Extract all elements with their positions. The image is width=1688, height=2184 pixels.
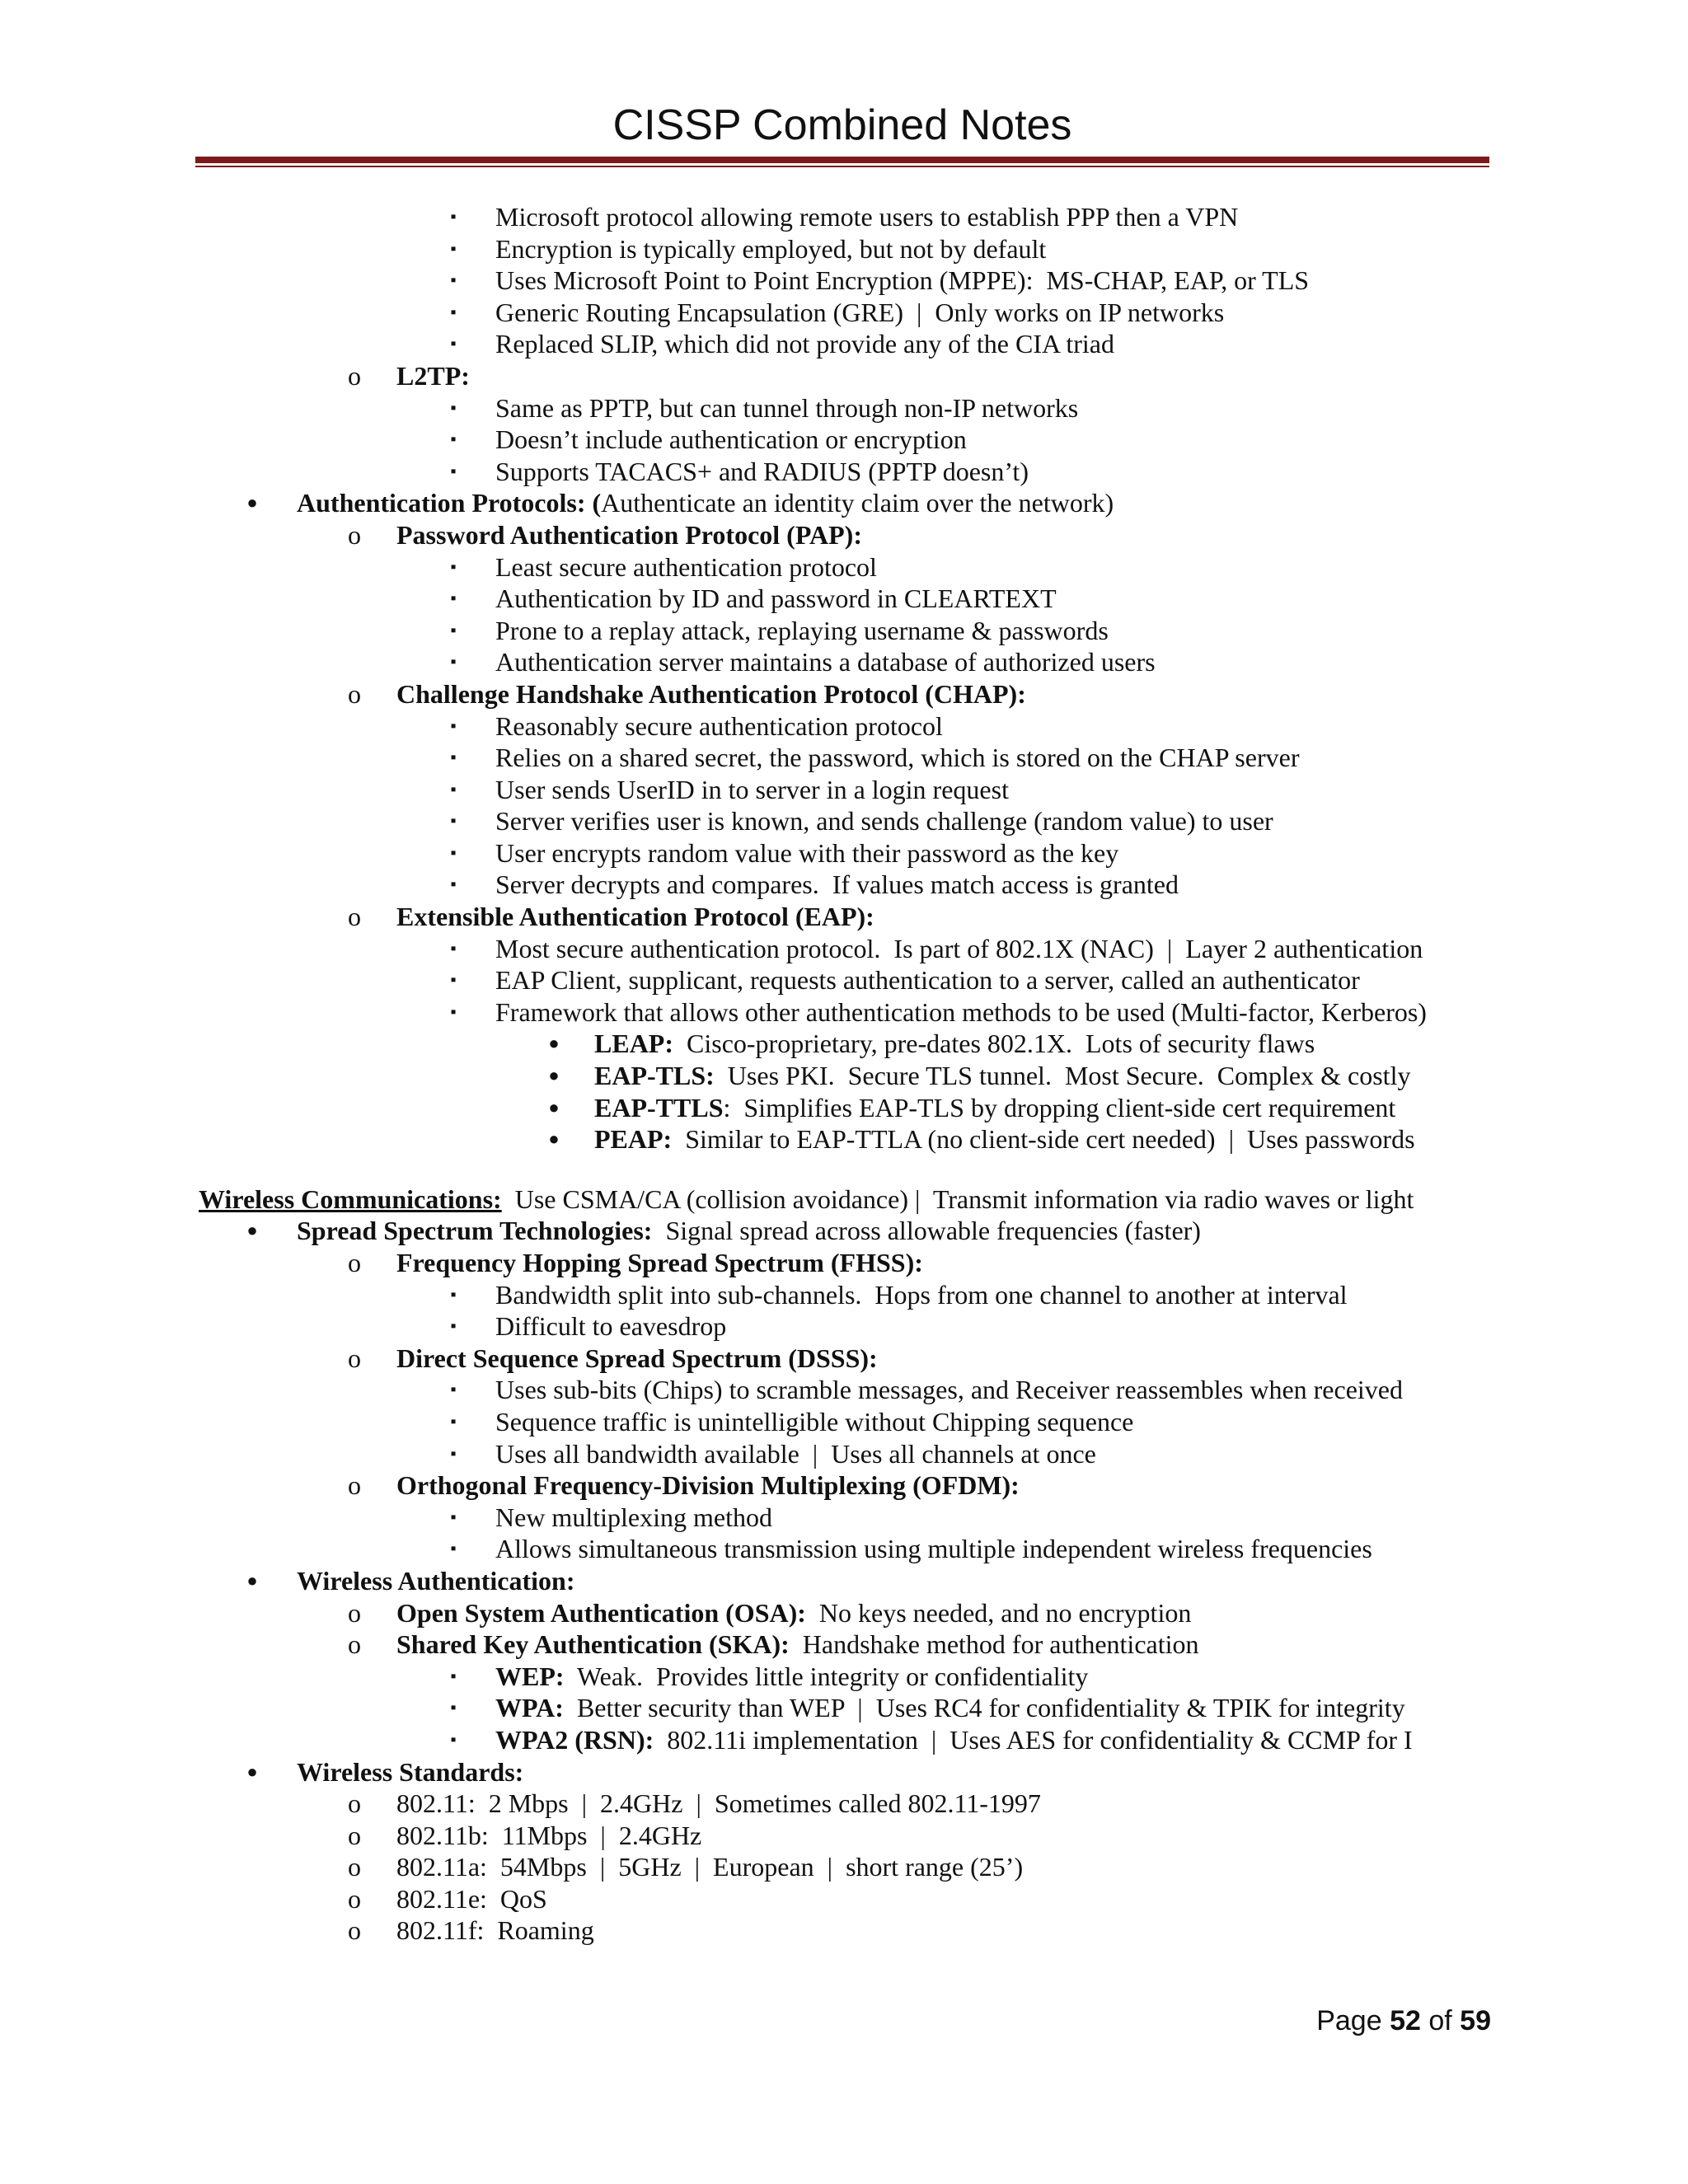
list-item: [0, 1092, 1688, 1124]
term-label: WPA:: [495, 1693, 564, 1723]
square-bullet-icon: ▪: [450, 302, 457, 321]
section-heading: [0, 1183, 1688, 1216]
disc-bullet-icon: ●: [246, 1569, 258, 1591]
term-label: Orthogonal Frequency-Division Multiplexing (OFDM):: [396, 1470, 1020, 1501]
list-item: [0, 1123, 1688, 1155]
square-bullet-icon: ▪: [450, 271, 457, 290]
term-label: Shared Key Authentication (SKA):: [396, 1629, 790, 1660]
list-item: [0, 837, 1688, 869]
list-item: [0, 1724, 1688, 1756]
disc-bullet-icon: ●: [548, 1065, 560, 1086]
section-gap: [0, 1155, 1688, 1183]
item-text: User sends UserID in to server in a login request: [495, 774, 1009, 804]
item-text: Cisco-proprietary, pre-dates 802.1X. Lots of security flaws: [673, 1029, 1315, 1059]
page-label: Page: [1316, 2005, 1382, 2036]
circle-bullet-icon: o: [348, 1788, 361, 1819]
circle-bullet-icon: o: [348, 519, 361, 550]
list-item: [0, 1469, 1688, 1502]
item-text: Framework that allows other authentication methods to be used (Multi-factor, Kerberos): [495, 996, 1427, 1027]
square-bullet-icon: ▪: [450, 430, 457, 449]
circle-bullet-icon: o: [348, 1820, 361, 1850]
item-text: 802.11b: 11Mbps | 2.4GHz: [396, 1820, 702, 1850]
disc-bullet-icon: ●: [548, 1033, 560, 1054]
list-item: [0, 456, 1688, 488]
circle-bullet-icon: o: [348, 1629, 361, 1660]
square-bullet-icon: ▪: [450, 1317, 457, 1336]
item-text: Reasonably secure authentication protocol: [495, 710, 943, 741]
item-text: Use CSMA/CA (collision avoidance) | Transmit information via radio waves or light: [501, 1183, 1414, 1214]
item-text: No keys needed, and no encryption: [805, 1597, 1192, 1628]
list-item: [0, 901, 1688, 933]
header-rule: [195, 157, 1489, 163]
circle-bullet-icon: o: [348, 1597, 361, 1628]
list-item: [0, 1788, 1688, 1820]
item-text: Encryption is typically employed, but not by default: [495, 233, 1047, 264]
term-label: EAP-TTLS: [594, 1092, 724, 1122]
item-text: User encrypts random value with their password as the key: [495, 837, 1119, 868]
list-item: [0, 1374, 1688, 1406]
list-item: [0, 201, 1688, 233]
square-bullet-icon: ▪: [450, 812, 457, 831]
list-item: [0, 774, 1688, 806]
list-item: [0, 1406, 1688, 1438]
item-text: 802.11e: QoS: [396, 1883, 547, 1914]
square-bullet-icon: ▪: [450, 716, 457, 735]
list-item: [0, 1028, 1688, 1060]
square-bullet-icon: ▪: [450, 1285, 457, 1304]
item-text: Same as PPTP, but can tunnel through non-IP networks: [495, 392, 1079, 423]
square-bullet-icon: ▪: [450, 398, 457, 417]
square-bullet-icon: ▪: [450, 335, 457, 354]
list-item: [0, 1310, 1688, 1343]
list-item: [0, 265, 1688, 297]
list-item: [0, 1279, 1688, 1311]
list-item: [0, 360, 1688, 392]
square-bullet-icon: ▪: [450, 621, 457, 640]
square-bullet-icon: ▪: [450, 462, 457, 480]
square-bullet-icon: ▪: [450, 1412, 457, 1431]
list-item: [0, 1597, 1688, 1629]
item-text: Uses PKI. Secure TLS tunnel. Most Secure. Complex & costly: [714, 1061, 1411, 1091]
item-text: Bandwidth split into sub-channels. Hops from one channel to another at interval: [495, 1279, 1348, 1310]
list-item: [0, 1820, 1688, 1852]
list-item: [0, 297, 1688, 329]
square-bullet-icon: ▪: [450, 939, 457, 958]
item-text: Handshake method for authentication: [789, 1629, 1199, 1660]
list-item: [0, 1629, 1688, 1661]
item-text: Most secure authentication protocol. Is part of 802.1X (NAC) | Layer 2 authentication: [495, 933, 1423, 963]
item-text: Signal spread across allowable frequencies (faster): [652, 1216, 1201, 1246]
item-text: New multiplexing method: [495, 1502, 772, 1532]
list-item: [0, 1756, 1688, 1788]
list-item: [0, 583, 1688, 615]
page-footer: [1316, 2004, 1491, 2037]
square-bullet-icon: ▪: [450, 1507, 457, 1526]
item-text: Allows simultaneous transmission using multiple independent wireless frequencies: [495, 1534, 1372, 1564]
list-item: [0, 424, 1688, 456]
list-item: [0, 392, 1688, 424]
term-label: Wireless Standards:: [297, 1756, 524, 1787]
list-item: [0, 1915, 1688, 1947]
term-label: Password Authentication Protocol (PAP):: [396, 519, 862, 550]
disc-bullet-icon: ●: [246, 492, 258, 513]
square-bullet-icon: ▪: [450, 208, 457, 226]
item-text: Authentication server maintains a database of authorized users: [495, 647, 1156, 677]
item-text: Generic Routing Encapsulation (GRE) | Only works on IP networks: [495, 297, 1225, 327]
list-item: [0, 964, 1688, 996]
circle-bullet-icon: o: [348, 1915, 361, 1946]
term-label: LEAP:: [594, 1029, 673, 1059]
item-text: Microsoft protocol allowing remote users to establish PPP then a VPN: [495, 202, 1239, 232]
disc-bullet-icon: ●: [246, 1760, 258, 1782]
item-text: 802.11: 2 Mbps | 2.4GHz | Sometimes called 802.11-1997: [396, 1788, 1041, 1819]
term-label: Extensible Authentication Protocol (EAP):: [396, 902, 874, 932]
disc-bullet-icon: ●: [548, 1128, 560, 1150]
square-bullet-icon: ▪: [450, 843, 457, 862]
square-bullet-icon: ▪: [450, 1002, 457, 1021]
item-text: Similar to EAP-TTLA (no client-side cert needed) | Uses passwords: [672, 1124, 1415, 1155]
item-text: Doesn’t include authentication or encryption: [495, 424, 967, 455]
item-text: Uses Microsoft Point to Point Encryption (MPPE): MS-CHAP, EAP, or TLS: [495, 265, 1310, 296]
square-bullet-icon: ▪: [450, 748, 457, 767]
list-item: [0, 646, 1688, 678]
list-item: [0, 805, 1688, 837]
item-text: Authentication by ID and password in CLEARTEXT: [495, 583, 1057, 614]
circle-bullet-icon: o: [348, 678, 361, 709]
list-item: [0, 710, 1688, 743]
total-pages: 59: [1460, 2005, 1491, 2036]
term-label: Authentication Protocols: (: [297, 488, 602, 518]
item-text: Least secure authentication protocol: [495, 551, 877, 582]
item-text: Uses all bandwidth available | Uses all channels at once: [495, 1438, 1096, 1469]
square-bullet-icon: ▪: [450, 653, 457, 672]
page-title: CISSP Combined Notes: [612, 101, 1072, 149]
list-item: [0, 1883, 1688, 1915]
list-item: [0, 487, 1688, 519]
circle-bullet-icon: o: [348, 1883, 361, 1914]
term-label: Challenge Handshake Authentication Protocol (CHAP):: [396, 678, 1026, 709]
list-item: [0, 996, 1688, 1029]
of-label: of: [1428, 2005, 1452, 2036]
term-label: Open System Authentication (OSA):: [396, 1597, 806, 1628]
item-text: Authenticate an identity claim over the network): [601, 488, 1114, 518]
item-text: Better security than WEP | Uses RC4 for confidentiality & TPIK for integrity: [563, 1693, 1405, 1723]
square-bullet-icon: ▪: [450, 1380, 457, 1399]
square-bullet-icon: ▪: [450, 1540, 457, 1558]
list-item: [0, 678, 1688, 710]
item-text: Server verifies user is known, and sends challenge (random value) to user: [495, 806, 1273, 837]
list-item: [0, 1215, 1688, 1247]
square-bullet-icon: ▪: [450, 875, 457, 894]
list-item: [0, 615, 1688, 647]
list-item: [0, 519, 1688, 551]
list-item: [0, 1343, 1688, 1375]
notes-content: [0, 201, 1688, 1947]
list-item: [0, 1661, 1688, 1693]
square-bullet-icon: ▪: [450, 557, 457, 576]
list-item: [0, 1565, 1688, 1597]
term-label: Spread Spectrum Technologies:: [297, 1216, 653, 1246]
heading-label: Wireless Communications:: [199, 1183, 502, 1214]
square-bullet-icon: ▪: [450, 1444, 457, 1463]
term-label: L2TP:: [396, 360, 470, 391]
item-text: : Simplifies EAP-TLS by dropping client-side cert requirement: [723, 1092, 1396, 1122]
circle-bullet-icon: o: [348, 360, 361, 391]
square-bullet-icon: ▪: [450, 1666, 457, 1685]
square-bullet-icon: ▪: [450, 1699, 457, 1718]
list-item: [0, 1851, 1688, 1883]
item-text: Supports TACACS+ and RADIUS (PPTP doesn’t): [495, 456, 1029, 486]
page-number: 52: [1390, 2005, 1421, 2036]
item-text: Difficult to eavesdrop: [495, 1311, 727, 1342]
item-text: 802.11a: 54Mbps | 5GHz | European | short range (25’): [396, 1852, 1024, 1882]
square-bullet-icon: ▪: [450, 589, 457, 608]
list-item: [0, 1533, 1688, 1565]
item-text: Sequence traffic is unintelligible without Chipping sequence: [495, 1406, 1134, 1436]
term-label: EAP-TLS:: [594, 1061, 715, 1091]
square-bullet-icon: ▪: [450, 239, 457, 258]
list-item: [0, 1692, 1688, 1724]
square-bullet-icon: ▪: [450, 780, 457, 799]
square-bullet-icon: ▪: [450, 971, 457, 990]
header-rule-thin: [195, 166, 1489, 167]
item-text: 802.11f: Roaming: [396, 1915, 594, 1946]
list-item: [0, 742, 1688, 774]
circle-bullet-icon: o: [348, 1852, 361, 1882]
item-text: EAP Client, supplicant, requests authentication to a server, called an authenticator: [495, 965, 1360, 996]
term-label: WPA2 (RSN):: [495, 1724, 654, 1755]
square-bullet-icon: ▪: [450, 1730, 457, 1749]
list-item: [0, 328, 1688, 360]
list-item: [0, 933, 1688, 965]
term-label: Direct Sequence Spread Spectrum (DSSS):: [396, 1343, 878, 1373]
term-label: PEAP:: [594, 1124, 673, 1155]
circle-bullet-icon: o: [348, 1248, 361, 1277]
item-text: Uses sub-bits (Chips) to scramble messages, and Receiver reassembles when received: [495, 1375, 1403, 1405]
list-item: [0, 1060, 1688, 1092]
item-text: Replaced SLIP, which did not provide any of the CIA triad: [495, 329, 1114, 359]
item-text: Weak. Provides little integrity or confidentiality: [564, 1661, 1089, 1691]
item-text: Server decrypts and compares. If values match access is granted: [495, 869, 1179, 900]
disc-bullet-icon: ●: [246, 1220, 258, 1241]
circle-bullet-icon: o: [348, 902, 361, 932]
disc-bullet-icon: ●: [548, 1096, 560, 1118]
list-item: [0, 551, 1688, 583]
list-item: [0, 1438, 1688, 1470]
item-text: Relies on a shared secret, the password, which is stored on the CHAP server: [495, 743, 1300, 773]
circle-bullet-icon: o: [348, 1470, 361, 1501]
circle-bullet-icon: o: [348, 1343, 361, 1373]
list-item: [0, 233, 1688, 265]
term-label: Frequency Hopping Spread Spectrum (FHSS):: [396, 1248, 923, 1277]
list-item: [0, 869, 1688, 901]
list-item: [0, 1247, 1688, 1279]
item-text: Prone to a replay attack, replaying username & passwords: [495, 615, 1109, 645]
term-label: WEP:: [495, 1661, 565, 1691]
item-text: 802.11i implementation | Uses AES for confidentiality & CCMP for I: [654, 1724, 1413, 1755]
list-item: [0, 1502, 1688, 1534]
term-label: Wireless Authentication:: [297, 1565, 575, 1596]
